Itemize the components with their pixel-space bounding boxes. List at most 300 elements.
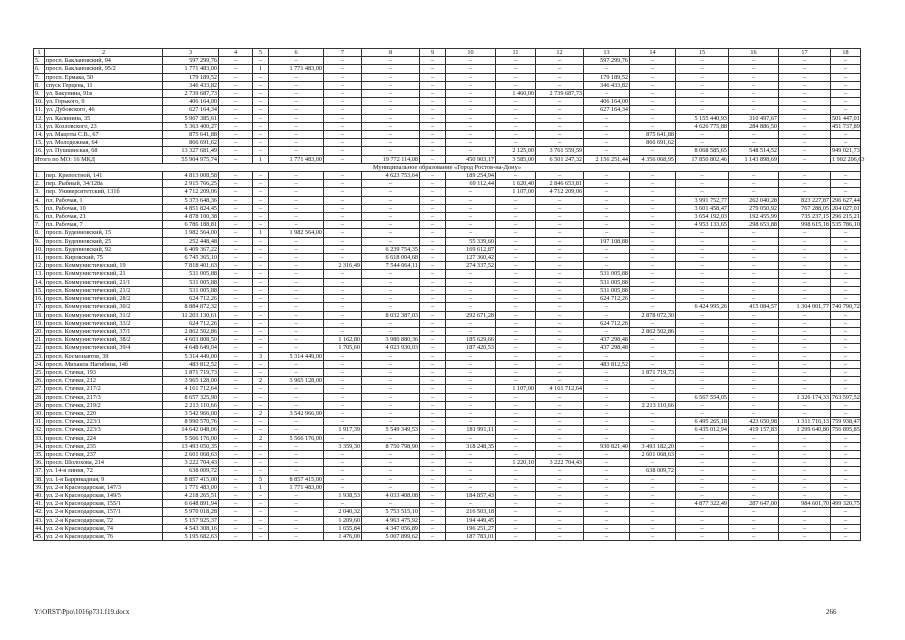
value-cell: – xyxy=(496,516,536,524)
value-cell: – xyxy=(269,131,324,139)
value-cell: – xyxy=(269,311,324,319)
value-cell: – xyxy=(420,426,446,434)
value-cell: – xyxy=(729,254,779,262)
value-cell: – xyxy=(584,327,630,335)
value-cell: – xyxy=(584,245,630,253)
value-cell: – xyxy=(496,475,536,483)
value-cell: – xyxy=(496,131,536,139)
value-cell: – xyxy=(729,81,779,89)
value-cell: – xyxy=(536,278,584,286)
value-cell: – xyxy=(729,188,779,196)
value-cell: – xyxy=(779,524,831,532)
table-row xyxy=(34,491,861,499)
value-cell: – xyxy=(324,360,362,368)
column-number: 12 xyxy=(536,49,584,57)
value-cell: – xyxy=(219,122,253,130)
value-cell: – xyxy=(219,336,253,344)
value-cell: – xyxy=(219,139,253,147)
value-cell: 8 857 415,00 xyxy=(269,475,324,483)
value-cell: 4 712 209,06 xyxy=(163,188,219,196)
value-cell: – xyxy=(446,57,496,65)
value-cell: 5 373 648,36 xyxy=(163,196,219,204)
value-cell: – xyxy=(420,344,446,352)
value-cell: – xyxy=(324,254,362,262)
value-cell: 437 298,48 xyxy=(584,336,630,344)
value-cell: – xyxy=(536,401,584,409)
value-cell: 5 967 385,61 xyxy=(163,114,219,122)
value-cell: – xyxy=(584,491,630,499)
value-cell: – xyxy=(676,311,729,319)
value-cell: 3 542 966,00 xyxy=(269,409,324,417)
value-cell: – xyxy=(630,213,676,221)
row-number: 9. xyxy=(34,237,45,245)
value-cell: – xyxy=(253,336,269,344)
row-number: 14. xyxy=(35,131,43,139)
row-number: 14. xyxy=(35,278,43,286)
value-cell: – xyxy=(676,344,729,352)
row-number: 7. xyxy=(34,73,45,81)
value-cell: – xyxy=(729,106,779,114)
value-cell: – xyxy=(324,221,362,229)
value-cell: – xyxy=(269,245,324,253)
value-cell: – xyxy=(584,450,630,458)
value-cell: – xyxy=(630,409,676,417)
total-label: Итого по МО: 16 МКД xyxy=(34,155,163,163)
address-cell: ул. 2-я Краснодарская, 147/3 xyxy=(45,483,163,491)
value-cell: – xyxy=(324,450,362,458)
table-row xyxy=(34,106,861,114)
value-cell: – xyxy=(420,172,446,180)
value-cell: – xyxy=(253,262,269,270)
value-cell: – xyxy=(729,286,779,294)
value-cell: – xyxy=(269,237,324,245)
value-cell: – xyxy=(269,98,324,106)
value-cell: – xyxy=(253,426,269,434)
value-cell: – xyxy=(324,114,362,122)
value-cell: – xyxy=(536,377,584,385)
value-cell: – xyxy=(420,262,446,270)
value-cell: – xyxy=(324,327,362,335)
value-cell: – xyxy=(584,393,630,401)
value-cell: 4 623 753,64 xyxy=(362,172,420,180)
table-row xyxy=(34,237,861,245)
value-cell: – xyxy=(420,524,446,532)
value-cell: 6 495 265,18 xyxy=(676,418,729,426)
value-cell: – xyxy=(536,516,584,524)
value-cell: – xyxy=(324,139,362,147)
value-cell: – xyxy=(219,311,253,319)
value-cell: – xyxy=(676,295,729,303)
value-cell: 5 363 400,27 xyxy=(163,122,219,130)
value-cell: – xyxy=(219,459,253,467)
value-cell: – xyxy=(219,114,253,122)
value-cell: 535 786,10 xyxy=(832,221,860,229)
value-cell: 624 712,26 xyxy=(163,319,219,327)
value-cell: – xyxy=(676,442,729,450)
value-cell: – xyxy=(420,483,446,491)
value-cell: – xyxy=(420,57,446,65)
value-cell: 2 878 072,30 xyxy=(630,311,676,319)
value-cell: – xyxy=(362,213,420,221)
row-number: 16. xyxy=(35,147,43,155)
value-cell: – xyxy=(362,221,420,229)
value-cell: – xyxy=(420,368,446,376)
value-cell: – xyxy=(584,467,630,475)
value-cell: 5 157 925,37 xyxy=(163,516,219,524)
value-cell: – xyxy=(729,352,779,360)
value-cell: – xyxy=(729,73,779,81)
value-cell: – xyxy=(269,106,324,114)
value-cell: – xyxy=(253,360,269,368)
value-cell: 296 627,44 xyxy=(832,196,860,204)
value-cell: – xyxy=(253,57,269,65)
value-cell: – xyxy=(362,278,420,286)
value-cell: 638 009,72 xyxy=(163,467,219,475)
value-cell: 4 878 100,38 xyxy=(163,213,219,221)
value-cell: 216 503,18 xyxy=(446,508,496,516)
value-cell: 2 601 068,63 xyxy=(630,450,676,458)
value-cell: – xyxy=(253,196,269,204)
value-cell: – xyxy=(496,368,536,376)
value-cell: – xyxy=(630,344,676,352)
value-cell: – xyxy=(324,475,362,483)
value-cell: 14 642 048,06 xyxy=(163,426,219,434)
value-cell: – xyxy=(496,426,536,434)
value-cell: 3 761 559,59 xyxy=(536,147,584,155)
value-cell: – xyxy=(253,418,269,426)
value-cell: – xyxy=(584,311,630,319)
row-number: 34. xyxy=(35,442,43,450)
value-cell: – xyxy=(584,90,630,98)
value-cell: – xyxy=(446,483,496,491)
value-cell: – xyxy=(676,319,729,327)
value-cell: – xyxy=(324,245,362,253)
value-cell: – xyxy=(831,131,861,139)
value-cell: – xyxy=(219,385,253,393)
value-cell: – xyxy=(496,434,536,442)
value-cell: – xyxy=(779,319,831,327)
value-cell: – xyxy=(269,418,324,426)
row-number: 29. xyxy=(35,401,43,409)
value-cell: – xyxy=(253,147,269,155)
table-row xyxy=(34,98,861,106)
value-cell: – xyxy=(630,524,676,532)
value-cell: – xyxy=(420,319,446,327)
value-cell: – xyxy=(831,475,861,483)
value-cell: 6 239 754,35 xyxy=(362,245,420,253)
value-cell: 2 739 687,73 xyxy=(536,90,584,98)
value-cell: – xyxy=(779,401,831,409)
value-cell: – xyxy=(269,122,324,130)
value-cell: – xyxy=(779,90,831,98)
address-cell: просп. Стачки, 220 xyxy=(45,409,163,417)
value-cell: – xyxy=(253,368,269,376)
value-cell: – xyxy=(779,147,831,155)
address-cell: просп. Шолохова, 214 xyxy=(45,459,163,467)
table-row xyxy=(34,344,861,352)
value-cell: – xyxy=(420,180,446,188)
value-cell: – xyxy=(536,98,584,106)
value-cell: – xyxy=(253,221,269,229)
value-cell: – xyxy=(420,147,446,155)
value-cell: – xyxy=(630,336,676,344)
value-cell: – xyxy=(676,327,729,335)
value-cell: – xyxy=(496,442,536,450)
table-row xyxy=(34,172,861,180)
address-cell: просп. Стачки, 223/1 xyxy=(45,418,163,426)
value-cell: – xyxy=(269,467,324,475)
value-cell: – xyxy=(584,180,630,188)
value-cell: 1 xyxy=(253,155,269,163)
value-cell: – xyxy=(219,344,253,352)
value-cell: – xyxy=(729,319,779,327)
value-cell: – xyxy=(831,434,861,442)
value-cell: – xyxy=(219,221,253,229)
table-row xyxy=(34,409,861,417)
address-cell: пл. Рабочая, 1 xyxy=(45,196,163,204)
value-cell: – xyxy=(420,336,446,344)
value-cell: 346 433,82 xyxy=(584,81,630,89)
value-cell: – xyxy=(362,377,420,385)
row-number: 24. xyxy=(35,360,43,368)
value-cell: – xyxy=(420,434,446,442)
value-cell: – xyxy=(324,229,362,237)
column-number: 16 xyxy=(729,49,779,57)
value-cell: 287 647,00 xyxy=(729,500,779,508)
row-number: 10. xyxy=(35,98,43,106)
value-cell: 2 862 502,86 xyxy=(630,327,676,335)
value-cell: – xyxy=(630,98,676,106)
address-cell: ул. 2-я Краснодарская, 155/1 xyxy=(45,500,163,508)
table-row xyxy=(34,81,861,89)
value-cell: – xyxy=(219,204,253,212)
value-cell: – xyxy=(219,467,253,475)
table-row xyxy=(34,434,861,442)
value-cell: – xyxy=(831,295,861,303)
value-cell: 638 009,72 xyxy=(630,467,676,475)
table-row xyxy=(34,278,861,286)
value-cell: 949 021,73 xyxy=(832,147,860,155)
value-cell: – xyxy=(496,319,536,327)
value-cell: – xyxy=(446,213,496,221)
row-number: 39. xyxy=(35,483,43,491)
value-cell: 3 654 192,03 xyxy=(676,213,729,221)
value-cell: 194 449,45 xyxy=(446,516,496,524)
value-cell: – xyxy=(253,327,269,335)
value-cell: 1 107,00 xyxy=(496,188,536,196)
value-cell: – xyxy=(779,172,831,180)
value-cell: 187 783,01 xyxy=(446,532,496,540)
value-cell: – xyxy=(253,286,269,294)
value-cell: – xyxy=(779,327,831,335)
value-cell: – xyxy=(779,139,831,147)
address-cell: пер. Рыбный, 34/128а xyxy=(45,180,163,188)
value-cell: – xyxy=(219,368,253,376)
value-cell: – xyxy=(496,491,536,499)
value-cell: – xyxy=(362,393,420,401)
value-cell: – xyxy=(324,352,362,360)
value-cell: – xyxy=(729,344,779,352)
value-cell: – xyxy=(362,475,420,483)
value-cell: – xyxy=(779,475,831,483)
table-row xyxy=(34,532,861,540)
value-cell: – xyxy=(676,106,729,114)
column-number: 14 xyxy=(630,49,676,57)
value-cell: – xyxy=(676,516,729,524)
value-cell: 4 033 408,08 xyxy=(362,491,420,499)
budget-table-sheet xyxy=(33,48,865,541)
table-row xyxy=(34,196,861,204)
value-cell: 279 050,92 xyxy=(729,204,779,212)
value-cell: – xyxy=(676,65,729,73)
value-cell: – xyxy=(253,393,269,401)
address-cell: просп. Ермака, 50 xyxy=(45,73,163,81)
value-cell: – xyxy=(496,81,536,89)
value-cell: – xyxy=(324,122,362,130)
row-number: 10. xyxy=(35,245,43,253)
value-cell: – xyxy=(676,409,729,417)
value-cell: – xyxy=(253,139,269,147)
row-number: 21. xyxy=(35,336,43,344)
value-cell: 3 965 128,00 xyxy=(269,377,324,385)
value-cell: – xyxy=(269,393,324,401)
value-cell: – xyxy=(362,147,420,155)
value-cell: – xyxy=(420,237,446,245)
value-cell: – xyxy=(219,319,253,327)
value-cell: – xyxy=(362,188,420,196)
value-cell: – xyxy=(630,459,676,467)
value-cell: – xyxy=(536,483,584,491)
value-cell: 1 917,39 xyxy=(324,426,362,434)
value-cell: – xyxy=(420,459,446,467)
value-cell: 735 237,15 xyxy=(779,213,831,221)
row-number: 27. xyxy=(35,385,43,393)
table-row xyxy=(34,204,861,212)
value-cell: – xyxy=(676,475,729,483)
value-cell: – xyxy=(219,73,253,81)
value-cell: 2 040,32 xyxy=(324,508,362,516)
value-cell: – xyxy=(496,295,536,303)
address-cell: просп. Стачки, 235 xyxy=(45,442,163,450)
value-cell: – xyxy=(324,57,362,65)
value-cell: – xyxy=(831,319,861,327)
value-cell: – xyxy=(324,73,362,81)
value-cell: 4 161 712,64 xyxy=(536,385,584,393)
value-cell: 451 737,89 xyxy=(832,122,860,130)
value-cell: – xyxy=(253,344,269,352)
value-cell: – xyxy=(446,500,496,508)
value-cell: – xyxy=(269,295,324,303)
value-cell: – xyxy=(496,278,536,286)
table-row xyxy=(34,442,861,450)
value-cell: – xyxy=(324,303,362,311)
value-cell: – xyxy=(362,114,420,122)
value-cell: – xyxy=(446,434,496,442)
value-cell: – xyxy=(729,508,779,516)
value-cell: – xyxy=(269,81,324,89)
column-number: 7 xyxy=(324,49,362,57)
value-cell: – xyxy=(584,204,630,212)
value-cell: 8 884 872,32 xyxy=(163,303,219,311)
value-cell: – xyxy=(630,426,676,434)
document-path: Y:\ORST\Ppo\1016p731.f19.docx xyxy=(34,608,130,616)
value-cell: – xyxy=(219,155,253,163)
value-cell: – xyxy=(496,254,536,262)
row-number: 11. xyxy=(35,254,43,262)
value-cell: 4 543 308,16 xyxy=(163,524,219,532)
value-cell: – xyxy=(420,352,446,360)
value-cell: – xyxy=(420,385,446,393)
table-row xyxy=(34,459,861,467)
value-cell: 4 648 649,04 xyxy=(163,344,219,352)
row-number: 22. xyxy=(35,344,43,352)
value-cell: – xyxy=(536,57,584,65)
value-cell: 4 161 712,64 xyxy=(163,385,219,393)
value-cell: – xyxy=(496,122,536,130)
address-cell: просп. Баклановский, 94 xyxy=(45,57,163,65)
value-cell: – xyxy=(496,73,536,81)
value-cell: 252 448,48 xyxy=(163,237,219,245)
table-row xyxy=(34,303,861,311)
value-cell: 501 447,01 xyxy=(832,114,860,122)
value-cell: – xyxy=(362,303,420,311)
row-number: 41. xyxy=(35,500,43,508)
value-cell: 318 248,35 xyxy=(446,442,496,450)
value-cell: – xyxy=(729,491,779,499)
address-cell: ул. 2-я Краснодарская, 72 xyxy=(45,516,163,524)
table-header-row xyxy=(34,49,861,57)
value-cell: – xyxy=(536,254,584,262)
value-cell: – xyxy=(496,532,536,540)
value-cell: – xyxy=(362,81,420,89)
value-cell: 2 xyxy=(253,409,269,417)
value-cell: 1 982 564,00 xyxy=(163,229,219,237)
value-cell: 6 745 365,10 xyxy=(163,254,219,262)
address-cell: просп. Буденновский, 25 xyxy=(45,237,163,245)
value-cell: 4 851 824,45 xyxy=(163,204,219,212)
value-cell: – xyxy=(729,442,779,450)
value-cell: – xyxy=(676,98,729,106)
value-cell: – xyxy=(253,188,269,196)
value-cell: – xyxy=(779,516,831,524)
value-cell: – xyxy=(446,188,496,196)
value-cell: – xyxy=(446,229,496,237)
value-cell: 1 299 640,80 xyxy=(779,426,831,434)
value-cell: – xyxy=(831,459,861,467)
value-cell: – xyxy=(676,139,729,147)
value-cell: – xyxy=(269,114,324,122)
value-cell: – xyxy=(831,270,861,278)
value-cell: – xyxy=(269,508,324,516)
table-row xyxy=(34,90,861,98)
value-cell: – xyxy=(584,352,630,360)
value-cell: – xyxy=(219,418,253,426)
value-cell: – xyxy=(253,114,269,122)
value-cell: – xyxy=(446,368,496,376)
table-row xyxy=(34,131,861,139)
value-cell: – xyxy=(219,98,253,106)
value-cell: – xyxy=(630,278,676,286)
value-cell: 4 712 209,06 xyxy=(536,188,584,196)
value-cell: 55 339,60 xyxy=(446,237,496,245)
value-cell: – xyxy=(779,336,831,344)
value-cell: – xyxy=(584,139,630,147)
value-cell: – xyxy=(219,426,253,434)
value-cell: – xyxy=(584,131,630,139)
value-cell: – xyxy=(496,500,536,508)
address-cell: просп. Стачки, 219/2 xyxy=(45,401,163,409)
value-cell: – xyxy=(536,295,584,303)
